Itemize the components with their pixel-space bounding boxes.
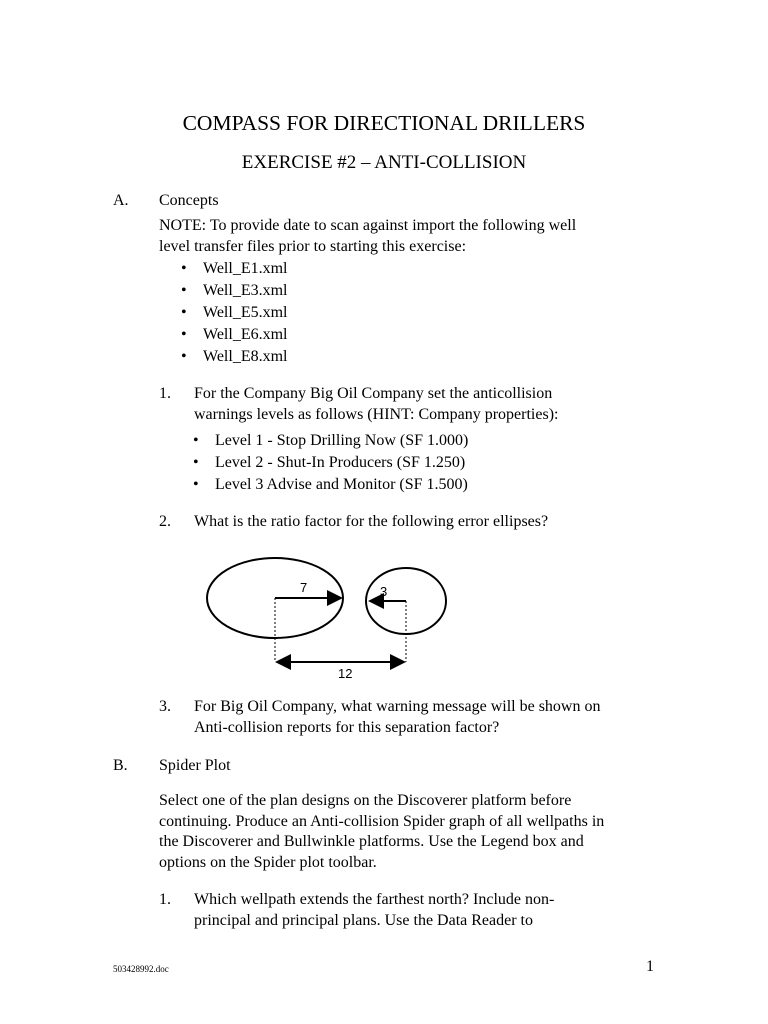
left-radius-label: 7 (300, 580, 308, 595)
section-b-heading: Spider Plot (159, 757, 231, 774)
list-item (193, 452, 465, 474)
question-number: 2. (159, 513, 171, 530)
warning-level: Level 2 - Shut-In Producers (SF 1.250) (215, 454, 466, 471)
right-radius-label: 3 (380, 584, 388, 599)
warning-level: Level 3 Advise and Monitor (SF 1.500) (215, 476, 468, 493)
list-item (193, 474, 468, 496)
bullet-icon: • (193, 432, 199, 449)
bullet-icon: • (181, 348, 187, 365)
list-item (181, 302, 287, 324)
warning-level: Level 1 - Stop Drilling Now (SF 1.000) (215, 432, 469, 449)
list-item (181, 280, 287, 302)
note-line-1: NOTE: To provide date to scan against import the following well (159, 217, 577, 234)
question-number: 1. (159, 385, 171, 402)
bullet-icon: • (181, 282, 187, 299)
question-number: 1. (159, 891, 171, 908)
paragraph-line-2: continuing. Produce an Anti-collision Spider graph of all wellpaths in (159, 813, 605, 830)
question-1-line-2: warnings levels as follows (HINT: Company properties): (194, 406, 559, 423)
file-name: Well_E1.xml (203, 260, 288, 277)
question-3-line-2: Anti-collision reports for this separation factor? (194, 719, 500, 736)
section-a-letter: A. (113, 192, 129, 209)
question-3-line-1: For Big Oil Company, what warning message will be shown on (194, 698, 601, 715)
paragraph-line-1: Select one of the plan designs on the Discoverer platform before (159, 792, 572, 809)
bullet-icon: • (193, 476, 199, 493)
error-ellipse-diagram (200, 550, 460, 685)
file-name: Well_E5.xml (203, 304, 288, 321)
question-1-line-1: For the Company Big Oil Company set the anticollision (194, 385, 553, 402)
page-title: COMPASS FOR DIRECTIONAL DRILLERS (182, 111, 586, 135)
question-2-text: What is the ratio factor for the following error ellipses? (194, 513, 549, 530)
paragraph-line-4: options on the Spider plot toolbar. (159, 854, 377, 871)
bullet-icon: • (181, 326, 187, 343)
list-item (181, 346, 287, 368)
file-name: Well_E6.xml (203, 326, 288, 343)
section-b-letter: B. (113, 757, 128, 774)
question-b1-line-1: Which wellpath extends the farthest north? Include non- (194, 891, 555, 908)
note-line-2: level transfer files prior to starting this exercise: (159, 238, 467, 255)
file-name: Well_E8.xml (203, 348, 288, 365)
bullet-icon: • (193, 454, 199, 471)
center-distance-label: 12 (338, 666, 353, 681)
question-number: 3. (159, 698, 171, 715)
list-item (193, 430, 468, 452)
list-item (181, 324, 287, 346)
file-name: Well_E3.xml (203, 282, 288, 299)
page-number: 1 (646, 958, 654, 975)
bullet-icon: • (181, 304, 187, 321)
section-a-heading: Concepts (159, 192, 219, 209)
bullet-icon: • (181, 260, 187, 277)
exercise-subtitle: EXERCISE #2 – ANTI-COLLISION (241, 152, 527, 173)
list-item (181, 258, 287, 280)
paragraph-line-3: the Discoverer and Bullwinkle platforms. Use the Legend box and (159, 833, 584, 850)
footer-filename: 503428992.doc (113, 964, 169, 974)
question-b1-line-2: principal and principal plans. Use the Data Reader to (194, 912, 533, 929)
